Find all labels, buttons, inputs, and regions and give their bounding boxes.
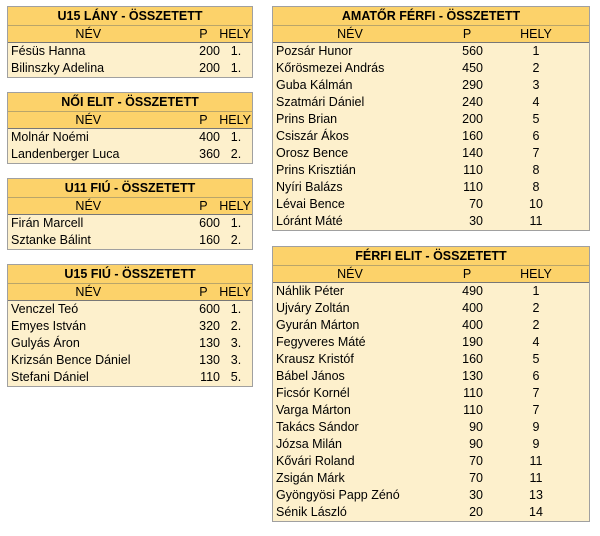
header-place: HELY — [219, 199, 252, 213]
table-row — [273, 351, 589, 368]
row-points: 560 — [462, 44, 483, 58]
header-points: P — [199, 27, 208, 41]
row-name: Nyíri Balázs — [276, 180, 343, 194]
table-amator-ferfi — [272, 6, 590, 231]
row-name: Krausz Kristóf — [276, 352, 354, 366]
table-row — [8, 318, 252, 335]
table-row — [273, 470, 589, 487]
row-points: 110 — [463, 403, 483, 417]
row-points: 360 — [199, 147, 220, 161]
row-place: 9 — [532, 420, 540, 434]
table-row — [8, 369, 252, 386]
table-header — [273, 26, 589, 43]
row-place: 1. — [230, 216, 242, 230]
row-place: 2. — [230, 319, 242, 333]
row-points: 110 — [463, 163, 483, 177]
row-points: 110 — [463, 180, 483, 194]
row-name: Orosz Bence — [276, 146, 349, 160]
table-row — [273, 128, 589, 145]
row-points: 110 — [463, 386, 483, 400]
row-place: 5 — [532, 352, 540, 366]
table-row — [273, 385, 589, 402]
row-points: 600 — [199, 302, 220, 316]
row-name: Pozsár Hunor — [276, 44, 353, 58]
row-place: 7 — [532, 403, 540, 417]
table-title: NŐI ELIT - ÖSSZETETT — [8, 93, 252, 112]
header-name: NÉV — [75, 199, 102, 213]
row-name: Gyöngyösi Papp Zénó — [276, 488, 400, 502]
row-name: Prins Krisztián — [276, 163, 356, 177]
row-place: 3. — [230, 353, 242, 367]
table-row — [273, 368, 589, 385]
table-row — [8, 215, 252, 232]
row-name: Csiszár Ákos — [276, 129, 349, 143]
header-points: P — [462, 267, 472, 281]
row-place: 2. — [230, 147, 242, 161]
row-points: 70 — [469, 197, 483, 211]
row-name: Molnár Noémi — [11, 130, 89, 144]
table-row — [273, 317, 589, 334]
table-header — [8, 26, 252, 43]
row-name: Stefani Dániel — [11, 370, 89, 384]
table-title: U15 FIÚ - ÖSSZETETT — [8, 265, 252, 284]
row-name: Ficsór Kornél — [276, 386, 350, 400]
header-place: HELY — [219, 113, 252, 127]
table-row — [273, 300, 589, 317]
table-row — [273, 162, 589, 179]
row-place: 1. — [230, 61, 242, 75]
row-name: Sztanke Bálint — [11, 233, 91, 247]
row-name: Szatmári Dániel — [276, 95, 365, 109]
table-title: FÉRFI ELIT - ÖSSZETETT — [273, 247, 589, 266]
row-points: 400 — [462, 318, 483, 332]
table-row — [273, 487, 589, 504]
row-points: 20 — [469, 505, 483, 519]
row-points: 130 — [462, 369, 483, 383]
row-points: 70 — [469, 471, 483, 485]
row-points: 30 — [469, 488, 483, 502]
table-row — [273, 111, 589, 128]
row-points: 160 — [462, 352, 483, 366]
row-place: 1 — [532, 284, 540, 298]
row-name: Venczel Teó — [11, 302, 79, 316]
row-place: 1. — [230, 302, 242, 316]
table-row — [273, 77, 589, 94]
header-points: P — [199, 285, 208, 299]
table-row — [8, 146, 252, 163]
table-header — [8, 112, 252, 129]
table-row — [273, 145, 589, 162]
row-place: 5 — [532, 112, 540, 126]
row-name: Kőrösmezei András — [276, 61, 385, 75]
table-header — [8, 198, 252, 215]
table-row — [8, 43, 252, 60]
row-points: 70 — [469, 454, 483, 468]
row-name: Varga Márton — [276, 403, 351, 417]
row-place: 8 — [532, 163, 540, 177]
row-points: 400 — [199, 130, 220, 144]
row-points: 200 — [462, 112, 483, 126]
row-place: 2 — [532, 61, 540, 75]
table-row — [273, 334, 589, 351]
table-row — [273, 60, 589, 77]
table-row — [273, 43, 589, 60]
row-place: 4 — [532, 95, 540, 109]
header-place: HELY — [520, 267, 552, 281]
row-name: Kővári Roland — [276, 454, 355, 468]
row-place: 11 — [529, 454, 543, 468]
row-name: Prins Brian — [276, 112, 338, 126]
table-row — [8, 301, 252, 318]
row-place: 11 — [529, 214, 543, 228]
row-place: 3 — [532, 78, 540, 92]
row-place: 2. — [230, 233, 242, 247]
row-place: 11 — [529, 471, 543, 485]
row-place: 2 — [532, 318, 540, 332]
table-header — [8, 284, 252, 301]
row-name: Sénik László — [276, 505, 347, 519]
row-place: 5. — [230, 370, 242, 384]
table-noi-elit — [7, 92, 253, 164]
row-name: Fegyveres Máté — [276, 335, 366, 349]
table-row — [273, 419, 589, 436]
header-name: NÉV — [337, 27, 363, 41]
table-row — [273, 436, 589, 453]
row-points: 130 — [199, 336, 220, 350]
header-place: HELY — [219, 285, 252, 299]
row-name: Takács Sándor — [276, 420, 359, 434]
row-points: 240 — [462, 95, 483, 109]
table-u15-fiu — [7, 264, 253, 387]
table-u15-lany — [7, 6, 253, 78]
row-points: 140 — [462, 146, 483, 160]
row-points: 110 — [200, 370, 220, 384]
row-points: 200 — [199, 61, 220, 75]
header-name: NÉV — [75, 27, 102, 41]
row-name: Firán Marcell — [11, 216, 84, 230]
row-points: 90 — [469, 420, 483, 434]
row-points: 30 — [469, 214, 483, 228]
row-name: Bábel János — [276, 369, 345, 383]
header-points: P — [199, 113, 208, 127]
row-name: Fésüs Hanna — [11, 44, 86, 58]
row-name: Guba Kálmán — [276, 78, 353, 92]
table-row — [273, 453, 589, 470]
table-row — [273, 179, 589, 196]
table-title: AMATŐR FÉRFI - ÖSSZETETT — [273, 7, 589, 26]
table-row — [273, 504, 589, 521]
header-name: NÉV — [75, 285, 102, 299]
row-place: 9 — [532, 437, 540, 451]
row-place: 7 — [532, 146, 540, 160]
header-place: HELY — [219, 27, 252, 41]
table-row — [8, 352, 252, 369]
table-row — [8, 129, 252, 146]
table-title: U15 LÁNY - ÖSSZETETT — [8, 7, 252, 26]
row-name: Emyes István — [11, 319, 87, 333]
table-row — [273, 283, 589, 300]
row-place: 14 — [529, 505, 543, 519]
row-place: 6 — [532, 129, 540, 143]
row-points: 450 — [462, 61, 483, 75]
row-name: Lévai Bence — [276, 197, 345, 211]
table-row — [273, 196, 589, 213]
row-points: 160 — [462, 129, 483, 143]
row-points: 290 — [462, 78, 483, 92]
table-ferfi-elit — [272, 246, 590, 522]
row-name: Landenberger Luca — [11, 147, 120, 161]
row-place: 8 — [532, 180, 540, 194]
header-name: NÉV — [337, 267, 363, 281]
row-place: 10 — [529, 197, 543, 211]
row-points: 200 — [199, 44, 220, 58]
table-title: U11 FIÚ - ÖSSZETETT — [8, 179, 252, 198]
header-points: P — [462, 27, 472, 41]
header-place: HELY — [520, 27, 552, 41]
row-name: Lóránt Máté — [276, 214, 343, 228]
row-name: Gyurán Márton — [276, 318, 360, 332]
table-row — [8, 232, 252, 249]
row-place: 4 — [532, 335, 540, 349]
row-points: 130 — [199, 353, 220, 367]
table-row — [273, 402, 589, 419]
row-name: Náhlik Péter — [276, 284, 345, 298]
row-name: Ujváry Zoltán — [276, 301, 350, 315]
row-points: 320 — [199, 319, 220, 333]
row-points: 490 — [462, 284, 483, 298]
row-name: Zsigán Márk — [276, 471, 345, 485]
row-name: Józsa Milán — [276, 437, 342, 451]
header-points: P — [199, 199, 208, 213]
row-points: 160 — [199, 233, 220, 247]
row-place: 1. — [230, 44, 242, 58]
header-name: NÉV — [75, 113, 102, 127]
row-name: Krizsán Bence Dániel — [11, 353, 131, 367]
row-name: Gulyás Áron — [11, 336, 80, 350]
row-place: 1 — [532, 44, 540, 58]
row-points: 400 — [462, 301, 483, 315]
table-u11-fiu — [7, 178, 253, 250]
row-name: Bilinszky Adelina — [11, 61, 105, 75]
table-row — [273, 213, 589, 230]
row-place: 6 — [532, 369, 540, 383]
row-place: 2 — [532, 301, 540, 315]
table-row — [8, 335, 252, 352]
row-points: 190 — [462, 335, 483, 349]
row-points: 600 — [199, 216, 220, 230]
row-points: 90 — [469, 437, 483, 451]
table-row — [273, 94, 589, 111]
row-place: 7 — [532, 386, 540, 400]
table-header — [273, 266, 589, 283]
table-row — [8, 60, 252, 77]
row-place: 3. — [230, 336, 242, 350]
row-place: 13 — [529, 488, 543, 502]
row-place: 1. — [230, 130, 242, 144]
